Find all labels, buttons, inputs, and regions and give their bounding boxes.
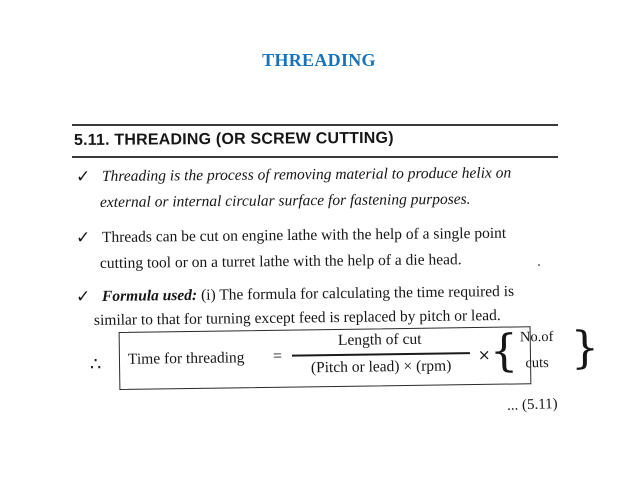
therefore-symbol: ∴: [90, 354, 102, 375]
formula-denominator: (Pitch or lead) × (rpm): [310, 357, 452, 377]
section-heading: 5.11. THREADING (OR SCREW CUTTING): [73, 129, 394, 149]
bullet-1-line-1: Threading is the process of removing material to produce helix on: [101, 164, 512, 185]
scanned-page: [72, 122, 600, 422]
check-icon: ✓: [76, 167, 91, 187]
bullet-3-text: (i) The formula for calculating the time required is: [197, 282, 515, 304]
bottom-rule: [72, 156, 558, 158]
cuts-label-bottom: cuts: [525, 355, 549, 372]
equation-number: ... (5.11): [506, 396, 558, 414]
bullet-1-line-2: external or internal circular surface for fastening purposes.: [99, 190, 471, 211]
bullet-3-line-1: [102, 283, 514, 306]
right-brace: }: [570, 322, 600, 374]
formula-lhs: Time for threading: [127, 349, 245, 368]
slide-title: THREADING: [262, 50, 376, 70]
formula-numerator: Length of cut: [337, 330, 422, 349]
bullet-2-line-1: Threads can be cut on engine lathe with the help of a single point: [101, 224, 507, 246]
formula-times: ×: [477, 345, 491, 364]
scan-speck: [538, 264, 540, 266]
top-rule: [72, 124, 558, 126]
check-icon: ✓: [76, 287, 91, 307]
fraction-bar: [292, 352, 470, 356]
bullet-2-line-2: cutting tool or on a turret lathe with the help of a die head.: [99, 251, 462, 272]
bullet-3-line-2: similar to that for turning except feed is replaced by pitch or lead.: [93, 307, 501, 329]
formula-equals: =: [272, 347, 283, 365]
formula-used-label: Formula used:: [101, 286, 198, 305]
formula-box: [119, 322, 600, 390]
left-brace: {: [489, 325, 519, 377]
cuts-label-top: No.of: [519, 328, 554, 346]
check-icon: ✓: [76, 228, 91, 248]
